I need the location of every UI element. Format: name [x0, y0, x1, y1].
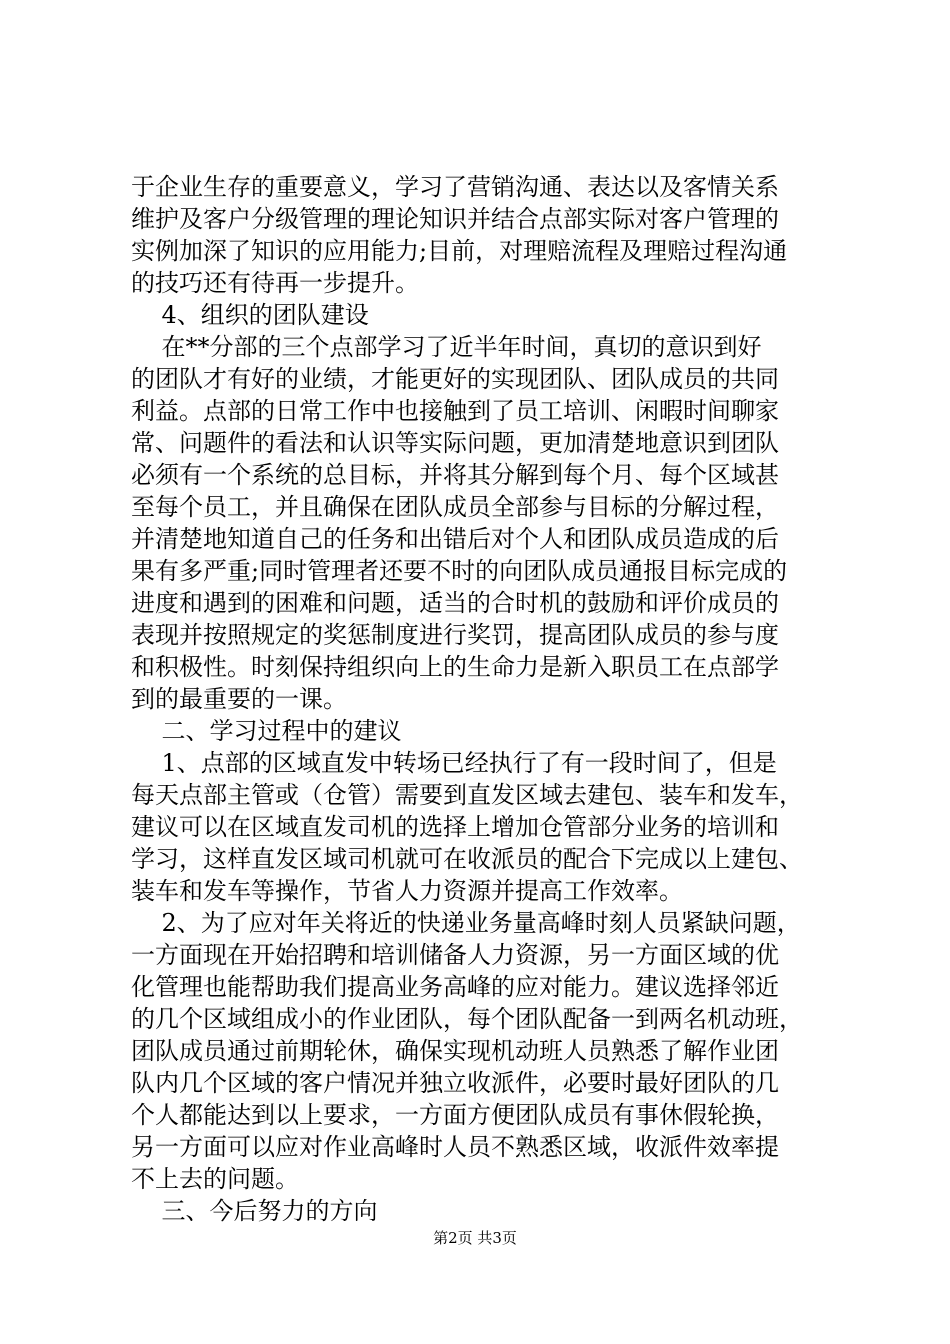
text-line: 1、点部的区域直发中转场已经执行了有一段时间了，但是 — [131, 749, 777, 777]
text-line: 一方面现在开始招聘和培训储备人力资源，另一方面区域的优 — [131, 941, 779, 969]
text-line: 到的最重要的一课。 — [131, 685, 347, 713]
text-line: 至每个员工，并且确保在团队成员全部参与目标的分解过程， — [131, 493, 779, 521]
text-line: 必须有一个系统的总目标，并将其分解到每个月、每个区域甚 — [131, 461, 779, 489]
document-body — [131, 171, 831, 1227]
text-line: 的团队才有好的业绩，才能更好的实现团队、团队成员的共同 — [131, 365, 779, 393]
text-line: 另一方面可以应对作业高峰时人员不熟悉区域，收派件效率提 — [131, 1133, 779, 1161]
text-line: 装车和发车等操作，节省人力资源并提高工作效率。 — [131, 877, 683, 905]
text-line: 利益。点部的日常工作中也接触到了员工培训、闲暇时间聊家 — [131, 397, 779, 425]
text-line: 化管理也能帮助我们提高业务高峰的应对能力。建议选择邻近 — [131, 973, 779, 1001]
text-line: 的几个区域组成小的作业团队，每个团队配备一到两名机动班， — [131, 1005, 803, 1033]
text-line: 表现并按照规定的奖惩制度进行奖罚，提高团队成员的参与度 — [131, 621, 779, 649]
text-line: 常、问题件的看法和认识等实际问题，更加清楚地意识到团队 — [131, 429, 779, 457]
text-line: 和积极性。时刻保持组织向上的生命力是新入职员工在点部学 — [131, 653, 779, 681]
text-line: 学习，这样直发区域司机就可在收派员的配合下完成以上建包、 — [131, 845, 803, 873]
text-line: 在**分部的三个点部学习了近半年时间，真切的意识到好 — [131, 333, 762, 361]
text-line: 建议可以在区域直发司机的选择上增加仓管部分业务的培训和 — [131, 813, 779, 841]
text-line: 维护及客户分级管理的理论知识并结合点部实际对客户管理的 — [131, 205, 779, 233]
section-heading: 4、组织的团队建设 — [131, 301, 369, 329]
text-line: 果有多严重;同时管理者还要不时的向团队成员通报目标完成的 — [131, 557, 788, 585]
section-heading: 三、今后努力的方向 — [131, 1197, 378, 1225]
text-line: 不上去的问题。 — [131, 1165, 299, 1193]
text-line: 进度和遇到的困难和问题，适当的合时机的鼓励和评价成员的 — [131, 589, 779, 617]
text-line: 实例加深了知识的应用能力;目前，对理赔流程及理赔过程沟通 — [131, 237, 788, 265]
text-line: 个人都能达到以上要求，一方面方便团队成员有事休假轮换， — [131, 1101, 779, 1129]
text-line: 团队成员通过前期轮休，确保实现机动班人员熟悉了解作业团 — [131, 1037, 779, 1065]
text-line: 于企业生存的重要意义，学习了营销沟通、表达以及客情关系 — [131, 173, 779, 201]
text-line: 的技巧还有待再一步提升。 — [131, 269, 419, 297]
text-line: 2、为了应对年关将近的快递业务量高峰时刻人员紧缺问题， — [131, 909, 801, 937]
text-line: 并清楚地知道自己的任务和出错后对个人和团队成员造成的后 — [131, 525, 779, 553]
page-footer: 第2页 共3页 — [433, 1229, 517, 1247]
section-heading: 二、学习过程中的建议 — [131, 717, 402, 745]
text-line: 队内几个区域的客户情况并独立收派件，必要时最好团队的几 — [131, 1069, 779, 1097]
text-line: 每天点部主管或（仓管）需要到直发区域去建包、装车和发车， — [131, 781, 803, 809]
